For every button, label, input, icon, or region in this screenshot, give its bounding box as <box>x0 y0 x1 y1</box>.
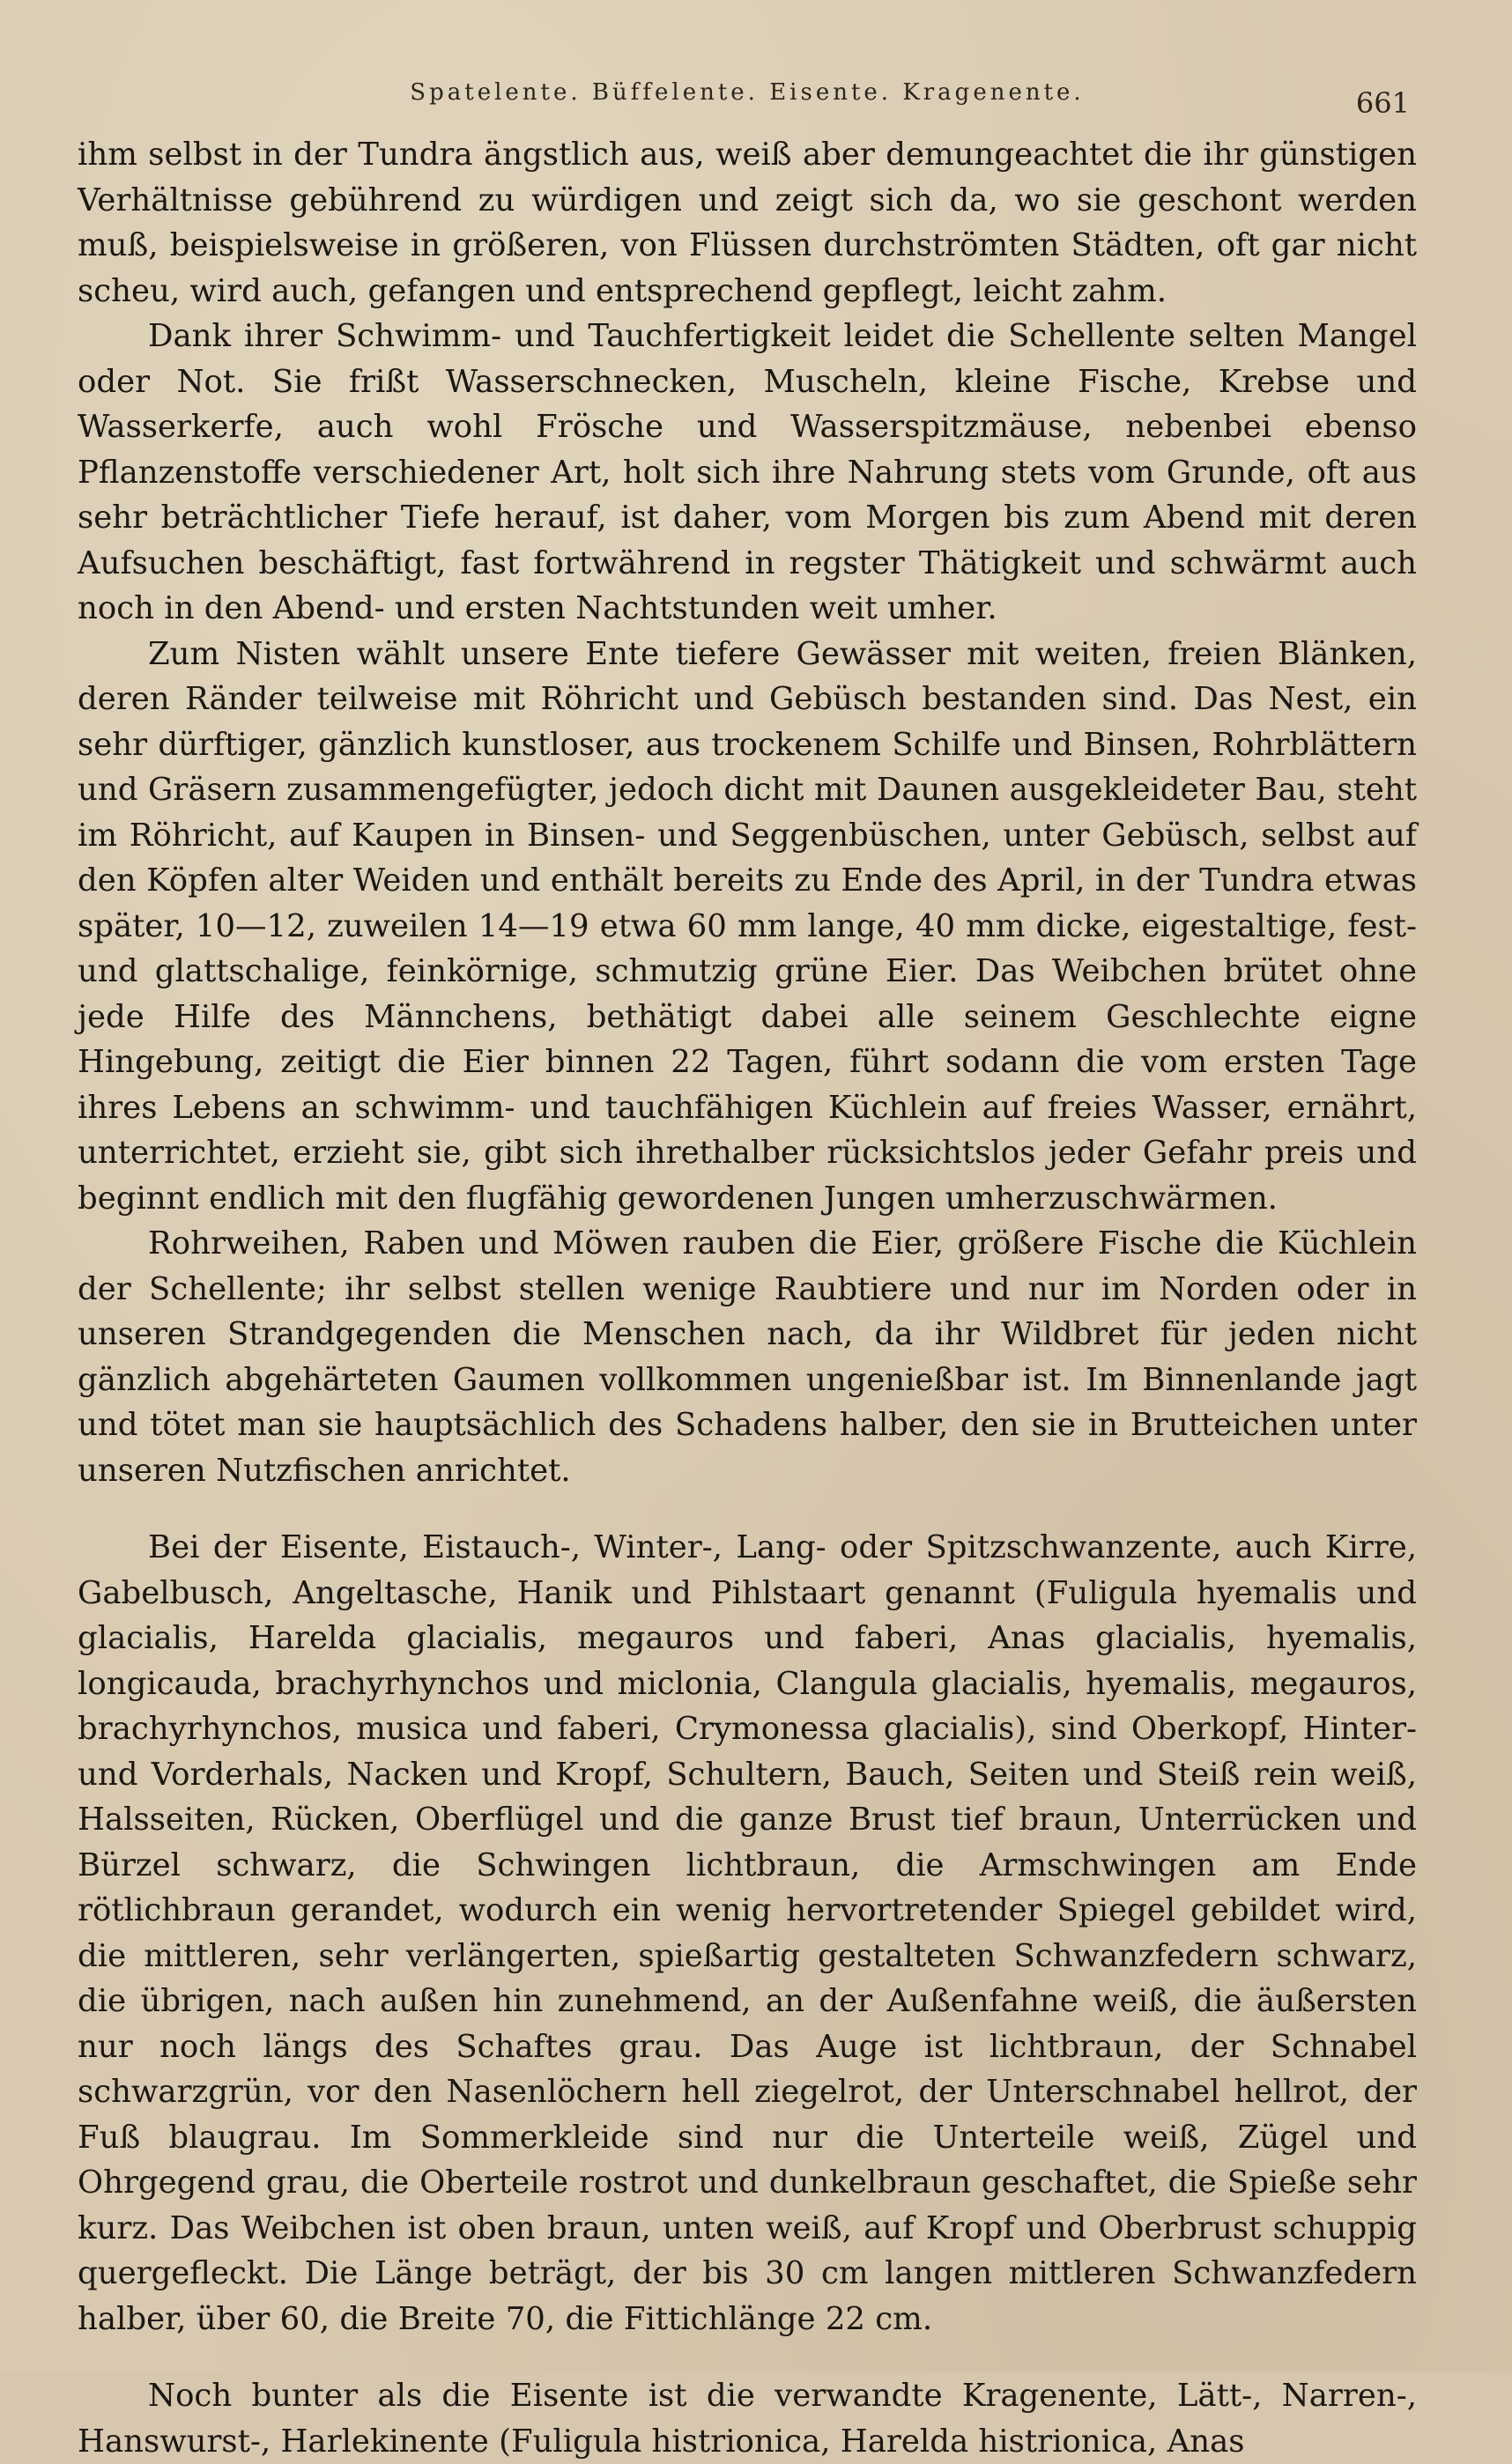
paragraph-kragenente: Noch bunter als die Eisente ist die verwandte Kragenente, Lätt-, Narren-, Hanswurst-, Harlekinente (Fuligula histrionica, Harelda histrionica, Anas <box>78 2378 1417 2460</box>
running-header <box>78 74 1417 127</box>
running-title: Spatelente. Büffelente. Eisente. Kragenente. <box>410 79 1085 106</box>
body-text <box>78 132 1417 2464</box>
paragraph-nesting: Zum Nisten wählt unsere Ente tiefere Gewässer mit weiten, freien Blänken, deren Ränder teilweise mit Röhricht und Gebüsch bestanden sind. Das Nest, ein sehr dürftiger, gänzlich kunstloser, aus trockenem Schilfe und Binsen, Rohrblättern und Gräsern zusammengefügter, jedoch dicht mit Daunen ausgekleideter Bau, steht im Röhricht, auf Kaupen in Binsen- und Seggenbüschen, unter Gebüsch, selbst auf den Köpfen alter Weiden und enthält bereits zu Ende des April, in der Tundra etwas später, 10—12, zuweilen 14—19 etwa 60 mm lange, 40 mm dicke, eigestaltige, fest- und glattschalige, feinkörnige, schmutzig grüne Eier. Das Weibchen brütet ohne jede Hilfe des Männchens, bethätigt dabei alle seinem Geschlechte eigne Hingebung, zeitigt die Eier binnen 22 Tagen, führt sodann die vom ersten Tage ihres Lebens an schwimm- und tauchfähigen Küchlein auf freies Wasser, ernährt, unterrichtet, erzieht sie, gibt sich ihrethalber rücksichtslos jeder Gefahr preis und beginnt endlich mit den flugfähig gewordenen Jungen umherzuschwärmen. <box>78 635 1417 1217</box>
paragraph-diet: Dank ihrer Schwimm- und Tauchfertigkeit leidet die Schellente selten Mangel oder Not. Sie frißt Wasserschnecken, Muscheln, kleine Fische, Krebse und Wasserkerfe, auch wohl Frösche und Wasserspitzmäuse, nebenbei ebenso Pflanzenstoffe verschiedener Art, holt sich ihre Nahrung stets vom Grunde, oft aus sehr beträchtlicher Tiefe herauf, ist daher, vom Morgen bis zum Abend mit deren Aufsuchen beschäftigt, fast fortwährend in regster Thätigkeit und schwärmt auch noch in den Abend- und ersten Nachtstunden weit umher. <box>78 318 1417 626</box>
paragraph-enemies: Rohrweihen, Raben und Möwen rauben die Eier, größere Fische die Küchlein der Schellente; ihr selbst stellen wenige Raubtiere und nur im Norden oder in unseren Strandgegenden die Menschen nach, da ihr Wildbret für jeden nicht gänzlich abgehärteten Gaumen vollkommen ungenießbar ist. Im Binnenlande jagt und tötet man sie hauptsächlich des Schadens halber, den sie in Brutteichen unter unseren Nutzfischen anrichtet. <box>78 1225 1417 1489</box>
paragraph-eisente: Bei der Eisente, Eistauch-, Winter-, Lang- oder Spitzschwanzente, auch Kirre, Gabelbusch, Angeltasche, Hanik und Pihlstaart genannt (Fuligula hyemalis und glacialis, Harelda glacialis, megauros und faberi, Anas glacialis, hyemalis, longicauda, brachyrhynchos und miclonia, Clangula glacialis, hyemalis, megauros, brachyrhynchos, musica und faberi, Crymonessa glacialis), sind Oberkopf, Hinter- und Vorderhals, Nacken und Kropf, Schultern, Bauch, Seiten und Steiß rein weiß, Halsseiten, Rücken, Oberflügel und die ganze Brust tief braun, Unterrücken und Bürzel schwarz, die Schwingen lichtbraun, die Armschwingen am Ende rötlichbraun gerandet, wodurch ein wenig hervortretender Spiegel gebildet wird, die mittleren, sehr verlängerten, spießartig gestalteten Schwanzfedern schwarz, die übrigen, nach außen hin zunehmend, an der Außenfahne weiß, die äußersten nur noch längs des Schaftes grau. Das Auge ist lichtbraun, der Schnabel schwarzgrün, vor den Nasenlöchern hell ziegelrot, der Unterschnabel hellrot, der Fuß blaugrau. Im Sommerkleide sind nur die Unterteile weiß, Zügel und Ohrgegend grau, die Oberteile rostrot und dunkelbraun geschaftet, die Spieße sehr kurz. Das Weibchen ist oben braun, unten weiß, auf Kropf und Oberbrust schuppig quergefleckt. Die Länge beträgt, der bis 30 cm langen mittleren Schwanzfedern halber, über 60, die Breite 70, die Fittichlänge 22 cm. <box>78 1529 1417 2337</box>
paragraph-continuation: ihm selbst in der Tundra ängstlich aus, weiß aber demungeachtet die ihr günstigen Verhältnisse gebührend zu würdigen und zeigt sich da, wo sie geschont werden muß, beispielsweise in größeren, von Flüssen durchströmten Städten, oft gar nicht scheu, wird auch, gefangen und entsprechend gepflegt, leicht zahm. <box>78 137 1417 309</box>
page-number: 661 <box>1355 86 1410 120</box>
